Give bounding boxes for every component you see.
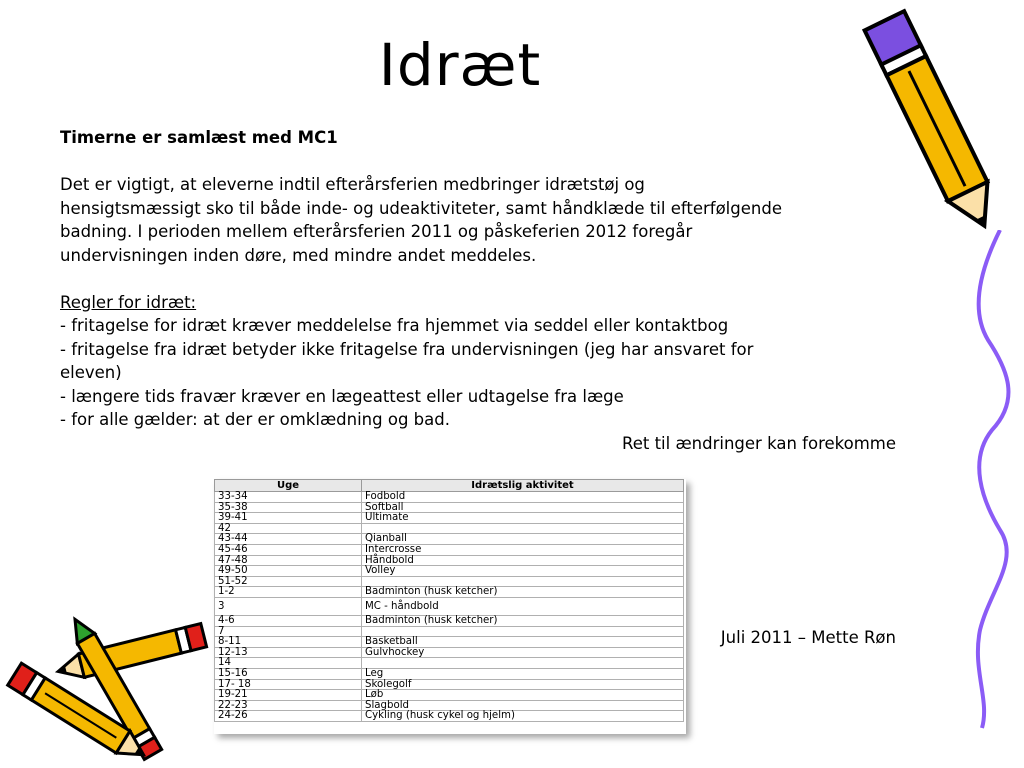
week-cell: 17- 18 — [215, 679, 362, 690]
table-row — [215, 615, 684, 626]
week-cell: 51-52 — [215, 576, 362, 587]
week-cell: 19-21 — [215, 690, 362, 701]
activity-cell — [362, 576, 684, 587]
table-row — [215, 668, 684, 679]
wavy-edge-line — [960, 230, 1024, 730]
activity-cell: Intercrosse — [362, 544, 684, 555]
week-cell: 4-6 — [215, 615, 362, 626]
intro-line: badning. I perioden mellem efterårsferien 2011 og påskeferien 2012 foregår — [60, 222, 693, 241]
week-cell: 22-23 — [215, 700, 362, 711]
table-row — [215, 555, 684, 566]
activity-cell: Slagbold — [362, 700, 684, 711]
week-cell: 42 — [215, 523, 362, 534]
schedule-table — [214, 479, 684, 722]
table-row — [215, 626, 684, 637]
table-row — [215, 711, 684, 722]
activity-cell: Leg — [362, 668, 684, 679]
week-cell: 35-38 — [215, 502, 362, 513]
week-cell: 14 — [215, 658, 362, 669]
pencil-group — [0, 600, 210, 768]
week-cell: 12-13 — [215, 647, 362, 658]
rule-line: - fritagelse fra idræt betyder ikke fritagelse fra undervisningen (jeg har ansvaret for — [60, 339, 754, 359]
table-row — [215, 679, 684, 690]
activity-cell: Fodbold — [362, 492, 684, 503]
rules-heading: Regler for idræt: — [60, 292, 197, 312]
table-row — [215, 513, 684, 524]
rule-line: - fritagelse for idræt kræver meddelelse fra hjemmet via seddel eller kontaktbog — [60, 316, 729, 335]
table-row — [215, 597, 684, 615]
table-header-row — [215, 480, 684, 492]
table-row — [215, 690, 684, 701]
week-cell: 43-44 — [215, 534, 362, 545]
week-cell: 1-2 — [215, 587, 362, 598]
table-row — [215, 700, 684, 711]
rule-line: - længere tids fravær kræver en lægeattest eller udtagelse fra læge — [60, 386, 624, 406]
table-row — [215, 492, 684, 503]
rule-line: - for alle gælder: at der er omklædning og bad. — [60, 410, 450, 429]
week-cell: 45-46 — [215, 544, 362, 555]
week-cell: 15-16 — [215, 668, 362, 679]
activity-cell: Volley — [362, 566, 684, 577]
rule-line: eleven) — [60, 363, 122, 382]
subtitle: Timerne er samlæst med MC1 — [60, 128, 338, 147]
activity-cell: MC - håndbold — [362, 597, 684, 615]
intro-line: undervisningen inden døre, med mindre andet meddeles. — [60, 245, 537, 265]
activity-cell — [362, 658, 684, 669]
intro-line: Det er vigtigt, at eleverne indtil efterårsferien medbringer idrætstøj og — [60, 175, 645, 194]
table-row — [215, 544, 684, 555]
intro-line: hensigtsmæssigt sko til både inde- og udeaktiviteter, samt håndklæde til efterfølgende — [60, 198, 782, 218]
changes-note: Ret til ændringer kan forekomme — [622, 433, 896, 453]
column-header-activity: Idrætslig aktivitet — [362, 480, 684, 492]
week-cell: 7 — [215, 626, 362, 637]
activity-cell: Cykling (husk cykel og hjelm) — [362, 711, 684, 722]
table-row — [215, 576, 684, 587]
week-cell: 8-11 — [215, 637, 362, 648]
activity-cell: Ultimate — [362, 513, 684, 524]
pencil-icon — [858, 0, 1008, 250]
activity-cell: Softball — [362, 502, 684, 513]
week-cell: 33-34 — [215, 492, 362, 503]
table-row — [215, 534, 684, 545]
activity-cell: Skolegolf — [362, 679, 684, 690]
week-cell: 47-48 — [215, 555, 362, 566]
table-body — [215, 492, 684, 722]
activity-cell: Badminton (husk ketcher) — [362, 587, 684, 598]
activity-cell — [362, 523, 684, 534]
activity-cell: Badminton (husk ketcher) — [362, 615, 684, 626]
activity-cell — [362, 626, 684, 637]
week-cell: 24-26 — [215, 711, 362, 722]
activity-cell: Gulvhockey — [362, 647, 684, 658]
schedule-table-image — [214, 479, 686, 734]
table-row — [215, 566, 684, 577]
table-row — [215, 658, 684, 669]
activity-cell: Qianball — [362, 534, 684, 545]
table-row — [215, 637, 684, 648]
week-cell: 39-41 — [215, 513, 362, 524]
body-text — [60, 126, 900, 455]
activity-cell: Håndbold — [362, 555, 684, 566]
week-cell: 3 — [215, 597, 362, 615]
table-row — [215, 647, 684, 658]
activity-cell: Basketball — [362, 637, 684, 648]
page-title: Idræt — [378, 31, 542, 99]
column-header-uge: Uge — [215, 480, 362, 492]
week-cell: 49-50 — [215, 566, 362, 577]
table-row — [215, 502, 684, 513]
table-row — [215, 587, 684, 598]
table-row — [215, 523, 684, 534]
signature: Juli 2011 – Mette Røn — [720, 628, 896, 647]
activity-cell: Løb — [362, 690, 684, 701]
